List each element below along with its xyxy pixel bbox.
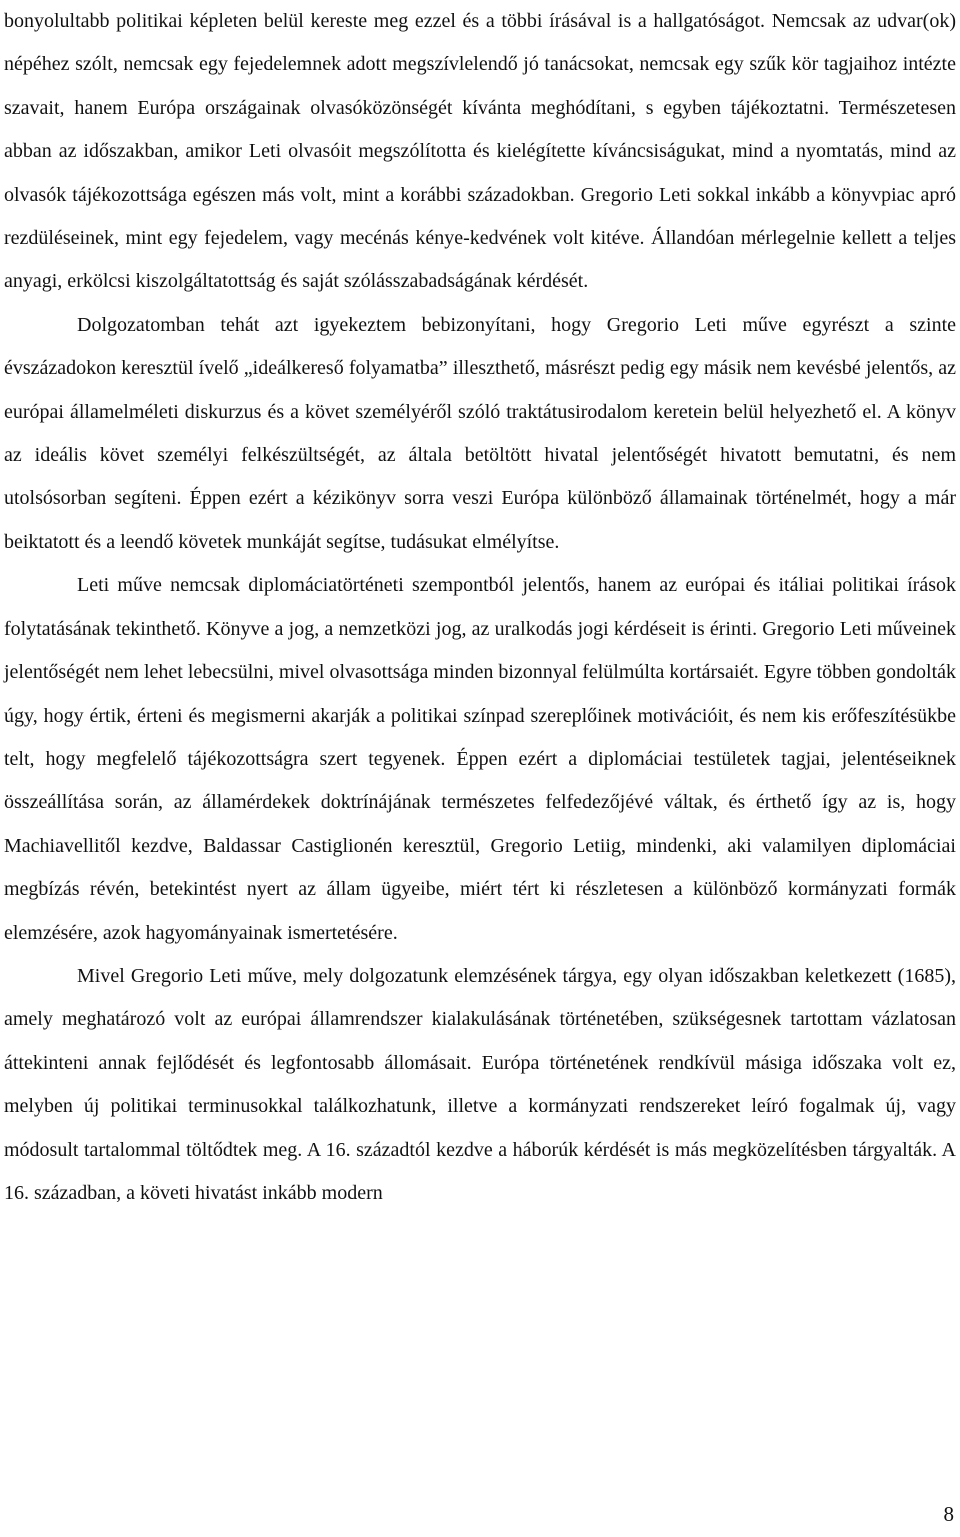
paragraph-3: Leti műve nemcsak diplomáciatörténeti szempontból jelentős, hanem az európai és itáliai politikai írások folytatásának tekinthető. Könyve a jog, a nemzetközi jog, az uralkodás jogi kérdéseit is érinti. Gregorio Leti műveinek jelentőségét nem lehet lebecsülni, mivel olvasottsága minden bizonnyal felülmúlta kortársaiét. Egyre többen gondolták úgy, hogy értik, érteni és megismerni akarják a politikai színpad szereplőinek motivációit, és nem kis erőfeszítésükbe telt, hogy megfelelő tájékozottságra szert tegyenek. Éppen ezért a diplomáciai testületek tagjai, jelentéseiknek összeállítása során, az államérdekek doktrínájának természetes felfedezőjévé váltak, és érthető így az is, hogy Machiavellitől kezdve, Baldassar Castiglionén keresztül, Gregorio Letiig, mindenki, aki valamilyen diplomáciai megbízás révén, betekintést nyert az állam ügyeibe, miért tért ki részletesen a különböző kormányzati formák elemzésére, azok hagyományainak ismertetésére. [4, 574, 956, 944]
paragraph-1: bonyolultabb politikai képleten belül kereste meg ezzel és a többi írásával is a hallgatóságot. Nemcsak az udvar(ok) népéhez szólt, nemcsak egy fejedelemnek adott megszívlelendő jó tanácsokat, nemcsak egy szűk kör tagjaihoz intézte szavait, hanem Európa országainak olvasóközönségét kívánta meghódítani, s egyben tájékoztatni. Természetesen abban az időszakban, amikor Leti olvasóit megszólította és kielégítette kíváncsiságukat, mind a nyomtatás, mind az olvasók tájékozottsága egészen más volt, mint a korábbi századokban. Gregorio Leti sokkal inkább a könyvpiac apró rezdüléseinek, mint egy fejedelem, vagy mecénás kénye-kedvének volt kitéve. Állandóan mérlegelnie kellett a teljes anyagi, erkölcsi kiszolgáltatottság és saját szólásszabadságának kérdését. [4, 10, 956, 293]
page-number: 8 [943, 1502, 954, 1526]
paragraph-2: Dolgozatomban tehát azt igyekeztem bebizonyítani, hogy Gregorio Leti műve egyrészt a szinte évszázadokon keresztül ívelő „ideálkereső folyamatba” illeszthető, másrészt pedig egy másik nem kevésbé jelentős, az európai államelméleti diskurzus és a követ személyéről szóló traktátusirodalom keretein belül helyezhető el. A könyv az ideális követ személyi felkészültségét, az általa betöltött hivatal jelentőségét hivatott bemutatni, és nem utolsósorban segíteni. Éppen ezért a kézikönyv sorra veszi Európa különböző államainak történelmét, hogy a már beiktatott és a leendő követek munkáját segítse, tudásukat elmélyítse. [4, 313, 956, 553]
document-page [4, 0, 956, 1215]
paragraph-4: Mivel Gregorio Leti műve, mely dolgozatunk elemzésének tárgya, egy olyan időszakban keletkezett (1685), amely meghatározó volt az európai államrendszer kialakulásának történetében, szükségesnek tartottam vázlatosan áttekinteni annak fejlődését és legfontosabb állomásait. Európa történetének rendkívül másiga időszaka volt ez, melyben új politikai terminusokkal találkozhatunk, illetve a kormányzati rendszereket leíró fogalmak új, vagy módosult tartalommal töltődtek meg. A 16. századtól kezdve a háborúk kérdését is más megközelítésben tárgyalták. A 16. században, a követi hivatást inkább modern [4, 964, 956, 1204]
